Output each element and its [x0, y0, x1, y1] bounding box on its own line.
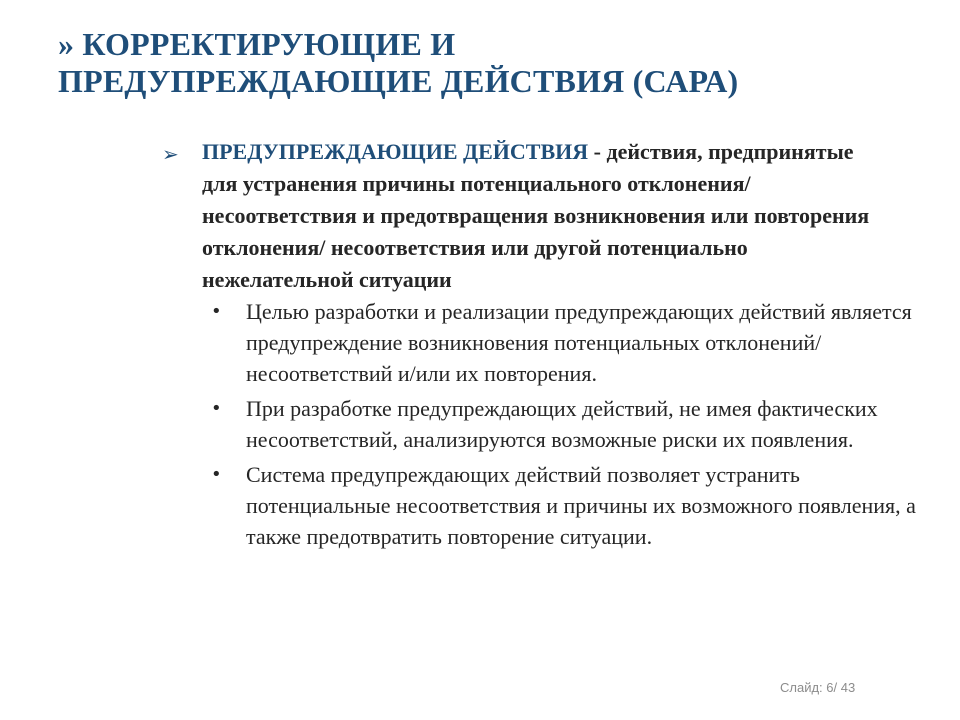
sub-point-3-text: Система предупреждающих действий позволяет устранить потенциальные несоответствия и причины их возможного появления, а также предотвратить повторение ситуации. [246, 462, 916, 549]
arrow-bullet-icon: ➢ [162, 142, 179, 166]
main-point-term: ПРЕДУПРЕЖДАЮЩИЕ ДЕЙСТВИЯ [202, 139, 589, 164]
sub-point-1 [160, 296, 930, 389]
main-point [160, 136, 872, 296]
slide-title-line-2: ПРЕДУПРЕЖДАЮЩИЕ ДЕЙСТВИЯ (САРА) [58, 63, 739, 99]
sub-point-3 [160, 459, 930, 552]
bullet-icon: • [211, 301, 222, 322]
slide-number: Слайд: 6/ 43 [780, 680, 856, 695]
bullet-icon: • [211, 398, 222, 419]
sub-point-2-text: При разработке предупреждающих действий, не имея фактических несоответствий, анализируются возможные риски их появления. [246, 396, 878, 452]
main-point-definition: - действия, предпринятые для устранения причины потенциального отклонения/ несоответствия и предотвращения возникновения или повторения отклонения/ несоответствия или другой потенциально нежелательной ситуации [202, 139, 870, 292]
slide-title [58, 26, 918, 100]
bullet-icon: • [211, 464, 222, 485]
slide-content [160, 136, 930, 556]
sub-points-list [160, 296, 930, 552]
slide-title-line-1: » КОРРЕКТИРУЮЩИЕ И [58, 26, 456, 62]
sub-point-2 [160, 393, 930, 455]
sub-point-1-text: Целью разработки и реализации предупреждающих действий является предупреждение возникновения потенциальных отклонений/несоответствий и/или их повторения. [246, 299, 912, 386]
